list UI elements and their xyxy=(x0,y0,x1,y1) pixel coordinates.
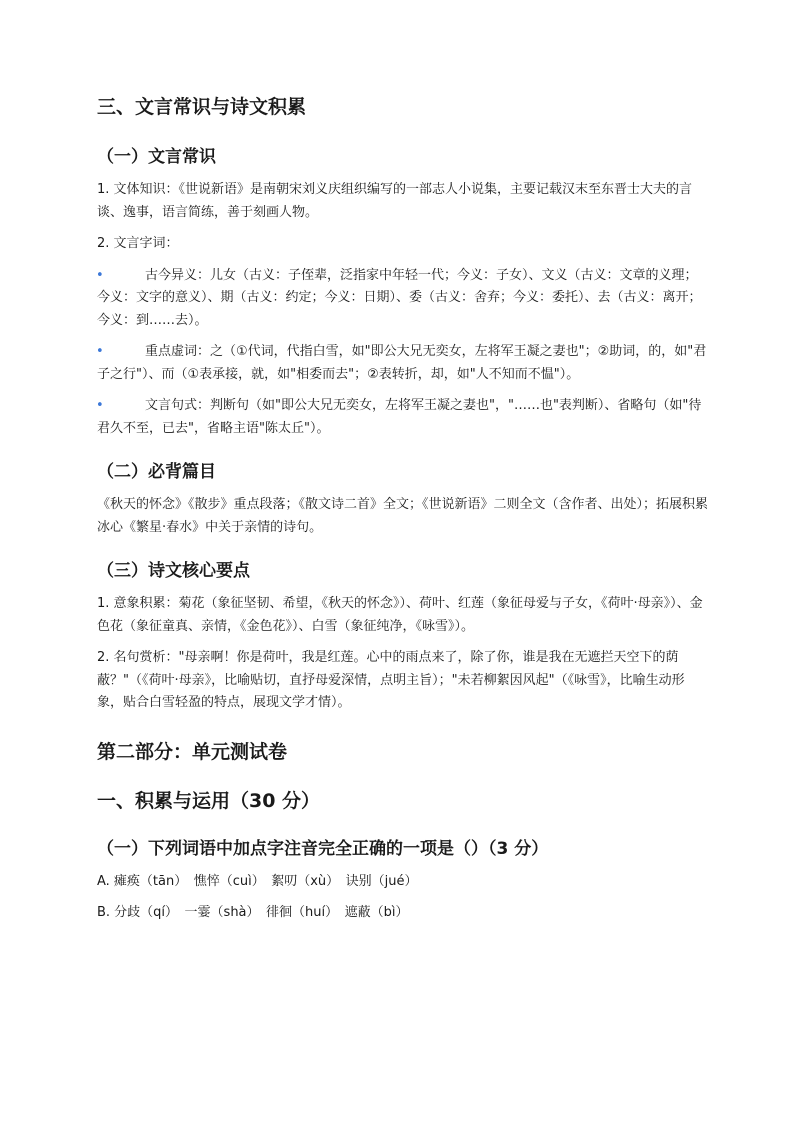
bullet-text: 文言句式：判断句（如"即公大兄无奕女，左将军王凝之妻也"，"……也"表判断）、省略句（如"待君久不至，已去"，省略主语"陈太丘"）。 xyxy=(97,398,702,436)
answer-option-a: A. 瘫痪（tān） 憔悴（cuì） 絮叨（xù） 诀别（jué） xyxy=(97,873,418,889)
bullet-icon: • xyxy=(96,398,104,413)
bullet-text: 古今异义：儿女（古义：子侄辈，泛指家中年轻一代；今义：子女）、文义（古义：文章的义理；今义：文字的意义）、期（古义：约定；今义：日期）、委（古义：舍弃；今义：委托）、去（古义：离开；今义：到……去）。 xyxy=(97,267,702,328)
paragraph: 1. 文体知识：《世说新语》是南朝宋刘义庆组织编写的一部志人小说集，主要记载汉末至东晋士大夫的言谈、逸事，语言简练，善于刻画人物。 xyxy=(97,182,693,220)
section-heading: 一、积累与运用（30 分） xyxy=(97,789,321,812)
paragraph: 2. 文言字词： xyxy=(97,236,179,251)
paragraph: 《秋天的怀念》《散步》重点段落；《散文诗二首》全文；《世说新语》二则全文（含作者、出处）；拓展积累冰心《繁星·春水》中关于亲情的诗句。 xyxy=(97,497,709,535)
paragraph: 2. 名句赏析："母亲啊！你是荷叶，我是红莲。心中的雨点来了，除了你，谁是我在无遮拦天空下的荫蔽？"（《荷叶·母亲》，比喻贴切，直抒母爱深情，点明主旨）；"未若柳絮因风起"（《咏雪》，比喻生动形象，贴合白雪轻盈的特点，展现文学才情）。 xyxy=(97,650,685,710)
bullet-item xyxy=(97,341,709,386)
bullet-icon: • xyxy=(96,344,104,359)
bullet-item xyxy=(97,265,709,333)
question-heading: （一）下列词语中加点字注音完全正确的一项是（）（3 分） xyxy=(97,838,549,859)
subsection-heading: （一）文言常识 xyxy=(97,147,216,167)
part-heading: 第二部分：单元测试卷 xyxy=(97,740,288,763)
subsection-heading: （三）诗文核心要点 xyxy=(97,561,250,581)
section-heading: 三、文言常识与诗文积累 xyxy=(97,96,307,118)
answer-option-b: B. 分歧（qí） 一霎（shà） 徘徊（huí） 遮蔽（bì） xyxy=(97,904,409,920)
document-content xyxy=(97,92,709,924)
bullet-text: 重点虚词：之（①代词，代指白雪，如"即公大兄无奕女，左将军王凝之妻也"；②助词，的，如"君子之行"）、而（①表承接，就，如"相委而去"；②表转折，却，如"人不知而不愠"）。 xyxy=(97,344,707,382)
paragraph: 1. 意象积累：菊花（象征坚韧、希望，《秋天的怀念》）、荷叶、红莲（象征母爱与子女，《荷叶·母亲》）、金色花（象征童真、亲情，《金色花》）、白雪（象征纯净，《咏雪》）。 xyxy=(97,596,703,634)
bullet-icon: • xyxy=(96,267,104,283)
subsection-heading: （二）必背篇目 xyxy=(97,462,216,482)
bullet-item xyxy=(97,395,709,440)
